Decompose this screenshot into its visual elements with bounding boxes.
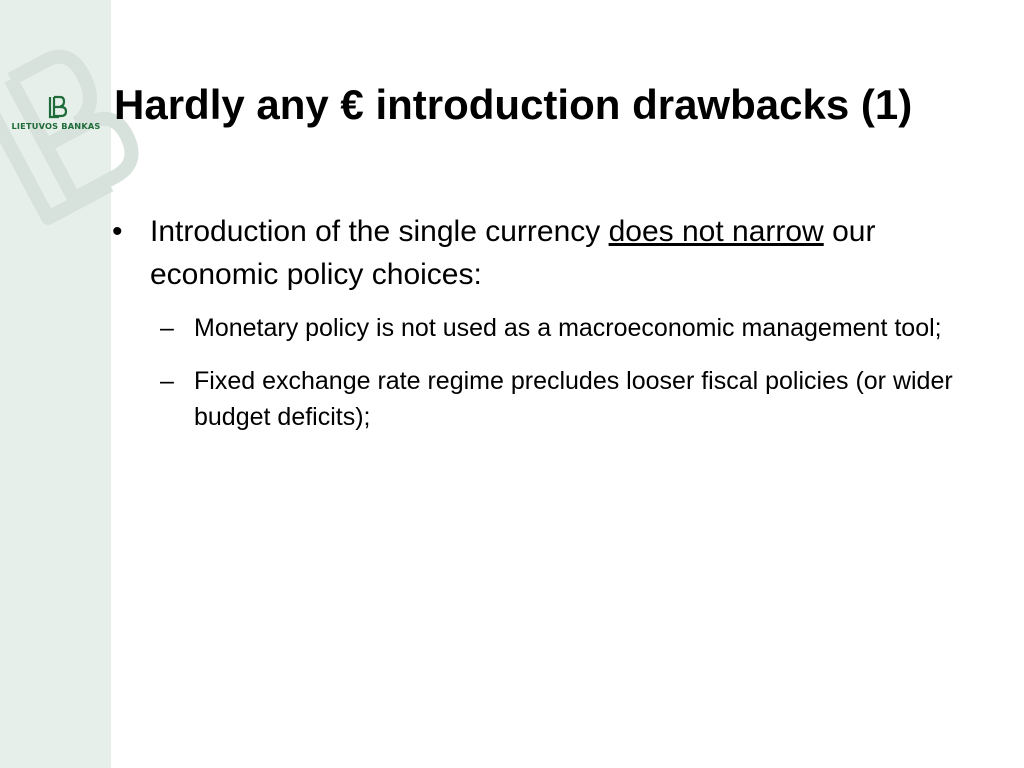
bullet-item <box>112 210 1010 296</box>
lb-watermark-icon <box>0 40 140 230</box>
sub-item-text: Monetary policy is not used as a macroeconomic management tool; <box>194 314 942 342</box>
lb-monogram-icon <box>44 94 70 120</box>
bullet-marker: • <box>112 215 123 248</box>
bullet-text-before: Introduction of the single currency <box>150 215 609 248</box>
dash-marker: – <box>160 367 174 395</box>
logo <box>4 94 108 134</box>
sub-list <box>112 310 1012 435</box>
sub-item <box>158 310 964 346</box>
bullet-text-after: our economic policy choices: <box>150 215 876 291</box>
slide-title: Hardly any € introduction drawbacks (1) <box>114 81 913 128</box>
sub-item-text: Fixed exchange rate regime precludes looser fiscal policies (or wider budget deficits); <box>194 367 953 431</box>
logo-text: LIETUVOS BANKAS <box>11 121 101 131</box>
bullet-text-underlined: does not narrow <box>608 215 824 248</box>
sub-item <box>158 363 964 435</box>
content-body <box>112 210 1012 452</box>
dash-marker: – <box>160 314 174 342</box>
